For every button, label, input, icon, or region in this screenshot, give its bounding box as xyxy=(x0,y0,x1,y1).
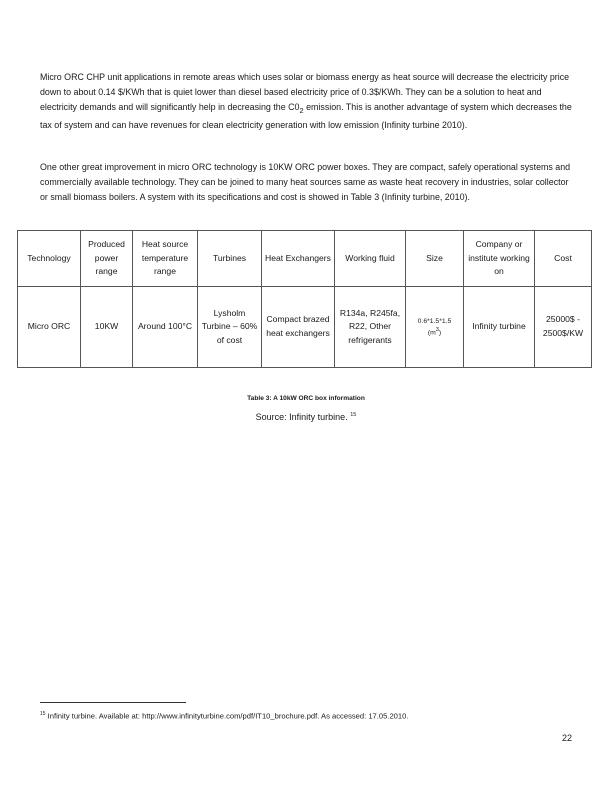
orc-box-table xyxy=(17,230,592,368)
size-unit-close: ) xyxy=(438,329,442,337)
table-row xyxy=(18,287,592,368)
cell-size xyxy=(406,287,464,368)
size-unit-open: (m xyxy=(427,329,436,337)
header-working-fluid: Working fluid xyxy=(335,231,406,287)
header-size: Size xyxy=(406,231,464,287)
header-produced-power: Produced power range xyxy=(81,231,133,287)
subscript-2: 2 xyxy=(299,105,304,115)
table-caption: Table 3: A 10kW ORC box information xyxy=(247,395,365,402)
source-text: Source: Infinity turbine. xyxy=(255,412,348,422)
cell-produced-power: 10KW xyxy=(81,287,133,368)
cell-cost: 25000$ - 2500$/KW xyxy=(535,287,592,368)
footnote-ref: 15 xyxy=(350,412,357,418)
cell-heat-exchangers: Compact brazed heat exchangers xyxy=(262,287,335,368)
cell-working-fluid: R134a, R245fa, R22, Other refrigerants xyxy=(335,287,406,368)
cell-technology: Micro ORC xyxy=(18,287,81,368)
page-number: 22 xyxy=(561,733,572,743)
cell-heat-source-temp: Around 100°C xyxy=(133,287,198,368)
header-company: Company or institute working on xyxy=(464,231,535,287)
footnote-marker: 15 xyxy=(40,711,46,717)
table-header-row xyxy=(18,231,592,287)
footnote-divider xyxy=(40,702,186,703)
paragraph-micro-orc-chp xyxy=(40,70,572,133)
header-cost: Cost xyxy=(535,231,592,287)
header-turbines: Turbines xyxy=(198,231,262,287)
paragraph-text-cont: emission. This is another advantage of system which decreases the tax of system and can have revenues for clean electricity generation with low emission (Infinity turbine 2010). xyxy=(40,102,572,131)
header-technology: Technology xyxy=(18,231,81,287)
size-dimensions: 0.6*1.5*1.5 xyxy=(417,317,452,325)
paragraph-orc-power-boxes: One other great improvement in micro ORC technology is 10KW ORC power boxes. They are compact, safely operational systems and commercially available technology. They can be joined to many heat sources same as waste heat recovery in industries, solar collector or small biomass boilers. A system with its specifications and cost is showed in Table 3 (Infinity turbine, 2010). xyxy=(40,162,571,203)
header-heat-exchangers: Heat Exchangers xyxy=(262,231,335,287)
cell-turbines: Lysholm Turbine – 60% of cost xyxy=(198,287,262,368)
paragraph-text: Micro ORC CHP unit applications in remote areas which uses solar or biomass energy as heat source will decrease the electricity price down to about 0.14 $/KWh that is quiet lower than diesel based electricity price of 0.3$/KWh. They can be a solution to heat and electricity demands and will significantly help in decreasing the C0 xyxy=(40,72,570,113)
footnote-text: Infinity turbine. Available at: http://www.infinityturbine.com/pdf/IT10_brochure.pdf. As accessed: 17.05.2010. xyxy=(45,711,409,721)
header-heat-source-temp: Heat source temperature range xyxy=(133,231,198,287)
table-source xyxy=(0,412,612,422)
cell-company: Infinity turbine xyxy=(464,287,535,368)
size-unit-sup: 3 xyxy=(435,326,439,333)
footnote xyxy=(40,708,580,723)
